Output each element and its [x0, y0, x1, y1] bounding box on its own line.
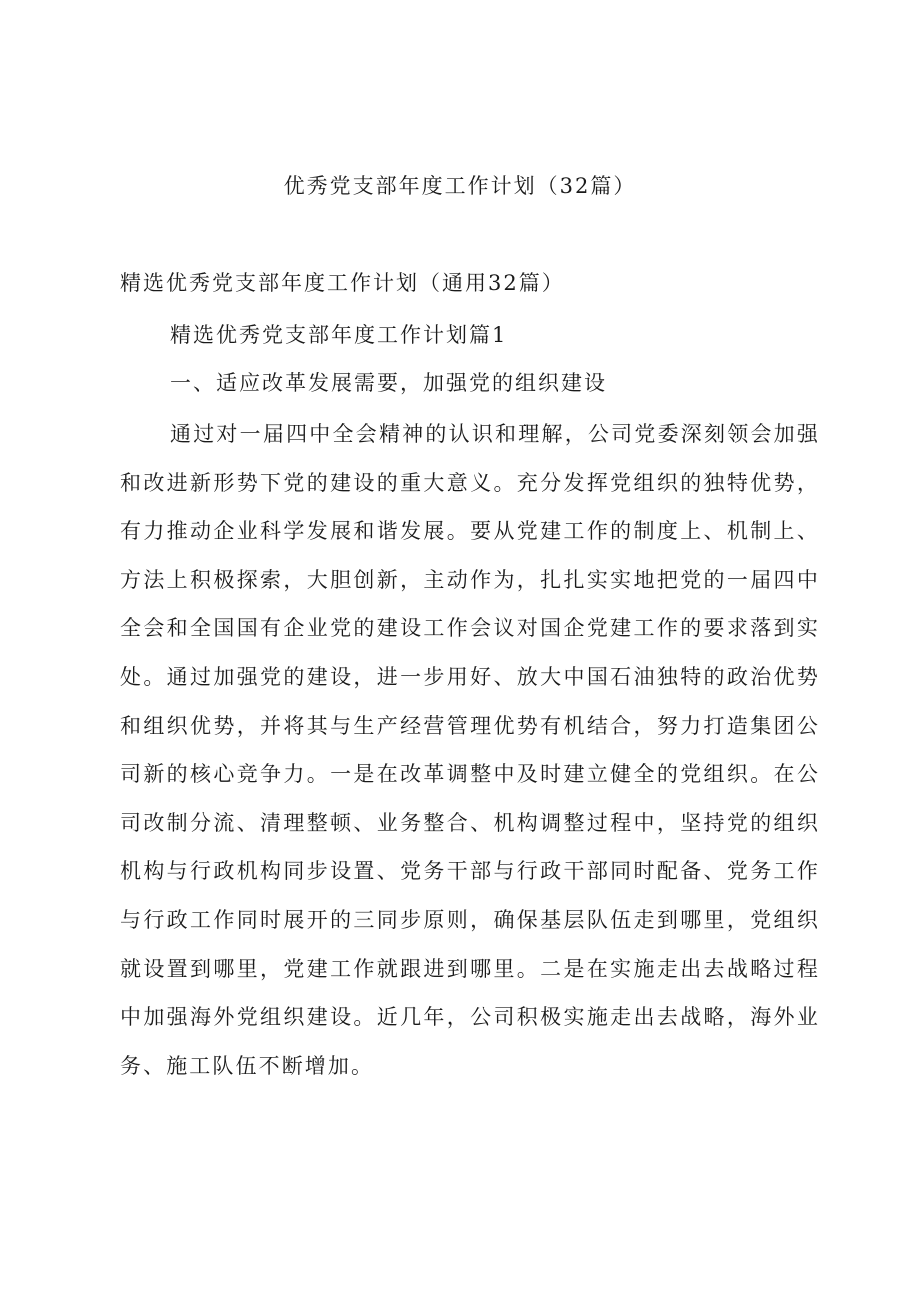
document-title: 优秀党支部年度工作计划（32篇）: [283, 174, 637, 198]
document-subtitle: 精选优秀党支部年度工作计划（通用32篇）: [120, 271, 565, 295]
body-paragraph: 通过对一届四中全会精神的认识和理解，公司党委深刻领会加强和改进新形势下党的建设的重大意义。充分发挥党组织的独特优势，有力推动企业科学发展和谐发展。要从党建工作的制度上、机制上、方法上积极探索，大胆创新，主动作为，扎扎实实地把党的一届四中全会和全国国有企业党的建设工作会议对国企党建工作的要求落到实处。通过加强党的建设，进一步用好、放大中国石油独特的政治优势和组织优势，并将其与生产经营管理优势有机结合，努力打造集团公司新的核心竞争力。一是在改革调整中及时建立健全的党组织。在公司改制分流、清理整顿、业务整合、机构调整过程中，坚持党的组织机构与行政机构同步设置、党务干部与行政干部同时配备、党务工作与行政工作同时展开的三同步原则，确保基层队伍走到哪里，党组织就设置到哪里，党建工作就跟进到哪里。二是在实施走出去战略过程中加强海外党组织建设。近几年，公司积极实施走出去战略，海外业务、施工队伍不断增加。: [120, 422, 820, 1078]
article-heading: 精选优秀党支部年度工作计划篇1: [170, 323, 508, 347]
section-heading: 一、适应改革发展需要，加强党的组织建设: [170, 371, 607, 395]
